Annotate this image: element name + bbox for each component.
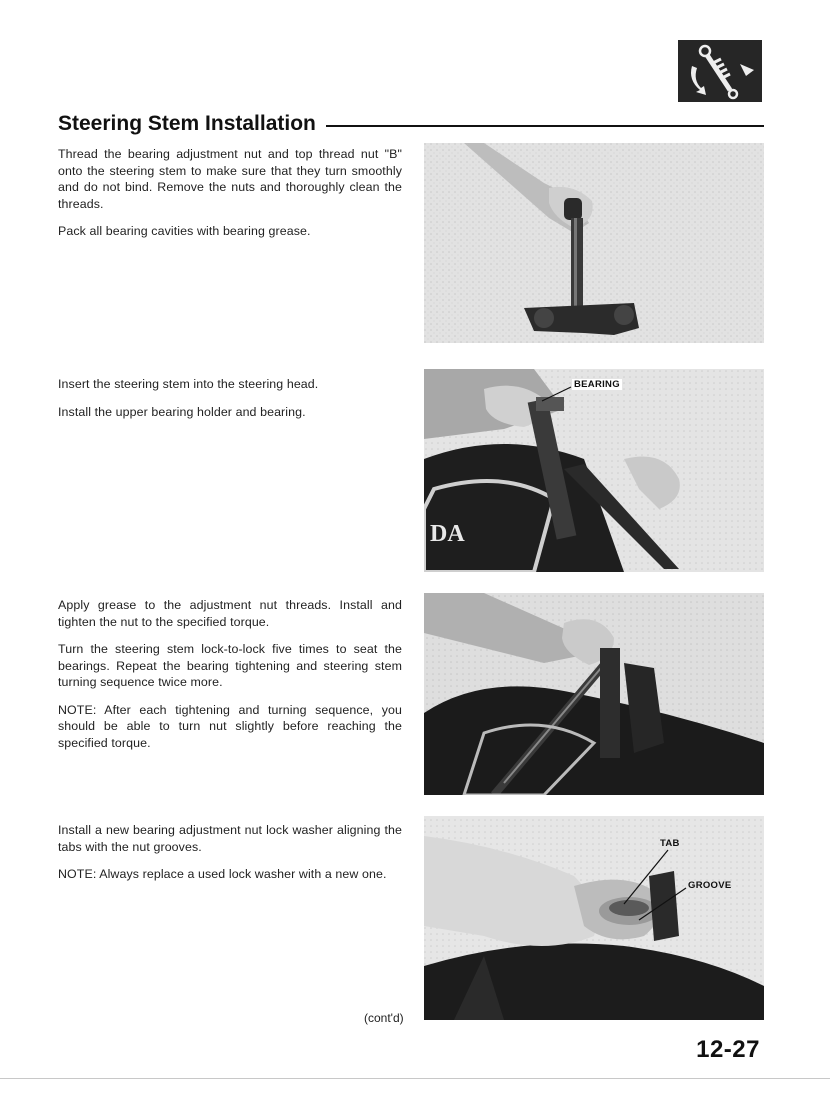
- paragraph: Pack all bearing cavities with bearing grease.: [58, 224, 311, 238]
- step-3-text: [58, 597, 402, 762]
- paragraph: NOTE: After each tightening and turning sequence, you should be able to turn nut slightly before reaching the specified torque.: [58, 702, 402, 750]
- paragraph: Install the upper bearing holder and bearing.: [58, 404, 306, 419]
- front-suspension-icon: [678, 40, 762, 102]
- page-title: Steering Stem Installation: [58, 112, 316, 135]
- callout-groove: GROOVE: [688, 880, 732, 891]
- paragraph: Thread the bearing adjustment nut and top thread nut "B" onto the steering stem to make sure that they turn smoothly and do not bind. Remove the nuts and thoroughly clean the threads.: [58, 147, 402, 211]
- callout-bearing: BEARING: [574, 379, 620, 390]
- step-2-text: [58, 376, 402, 431]
- section-heading: [58, 110, 764, 138]
- paragraph: Insert the steering stem into the steering head.: [58, 377, 319, 391]
- photo-bearing-install: [424, 369, 764, 572]
- tank-lettering: DA: [430, 521, 465, 547]
- step-4-text: [58, 822, 402, 894]
- photo-lock-washer: [424, 816, 764, 1020]
- paragraph: Turn the steering stem lock-to-lock five times to seat the bearings. Repeat the bearing tightening and steering stem turning sequence twice more.: [58, 642, 402, 689]
- heading-rule: [326, 125, 764, 127]
- paragraph: NOTE: Always replace a used lock washer with a new one.: [58, 867, 387, 881]
- page-number: 12-27: [696, 1036, 760, 1063]
- footer-rule: [0, 1078, 830, 1079]
- paragraph: Apply grease to the adjustment nut threads. Install and tighten the nut to the specified torque.: [58, 598, 402, 629]
- step-1-text: [58, 146, 402, 251]
- photo-torque-nut: [424, 593, 764, 795]
- photo-steering-stem: [424, 143, 764, 343]
- paragraph: Install a new bearing adjustment nut lock washer aligning the tabs with the nut grooves.: [58, 823, 402, 854]
- continued-label: (cont'd): [364, 1011, 404, 1025]
- callout-tab: TAB: [660, 838, 680, 849]
